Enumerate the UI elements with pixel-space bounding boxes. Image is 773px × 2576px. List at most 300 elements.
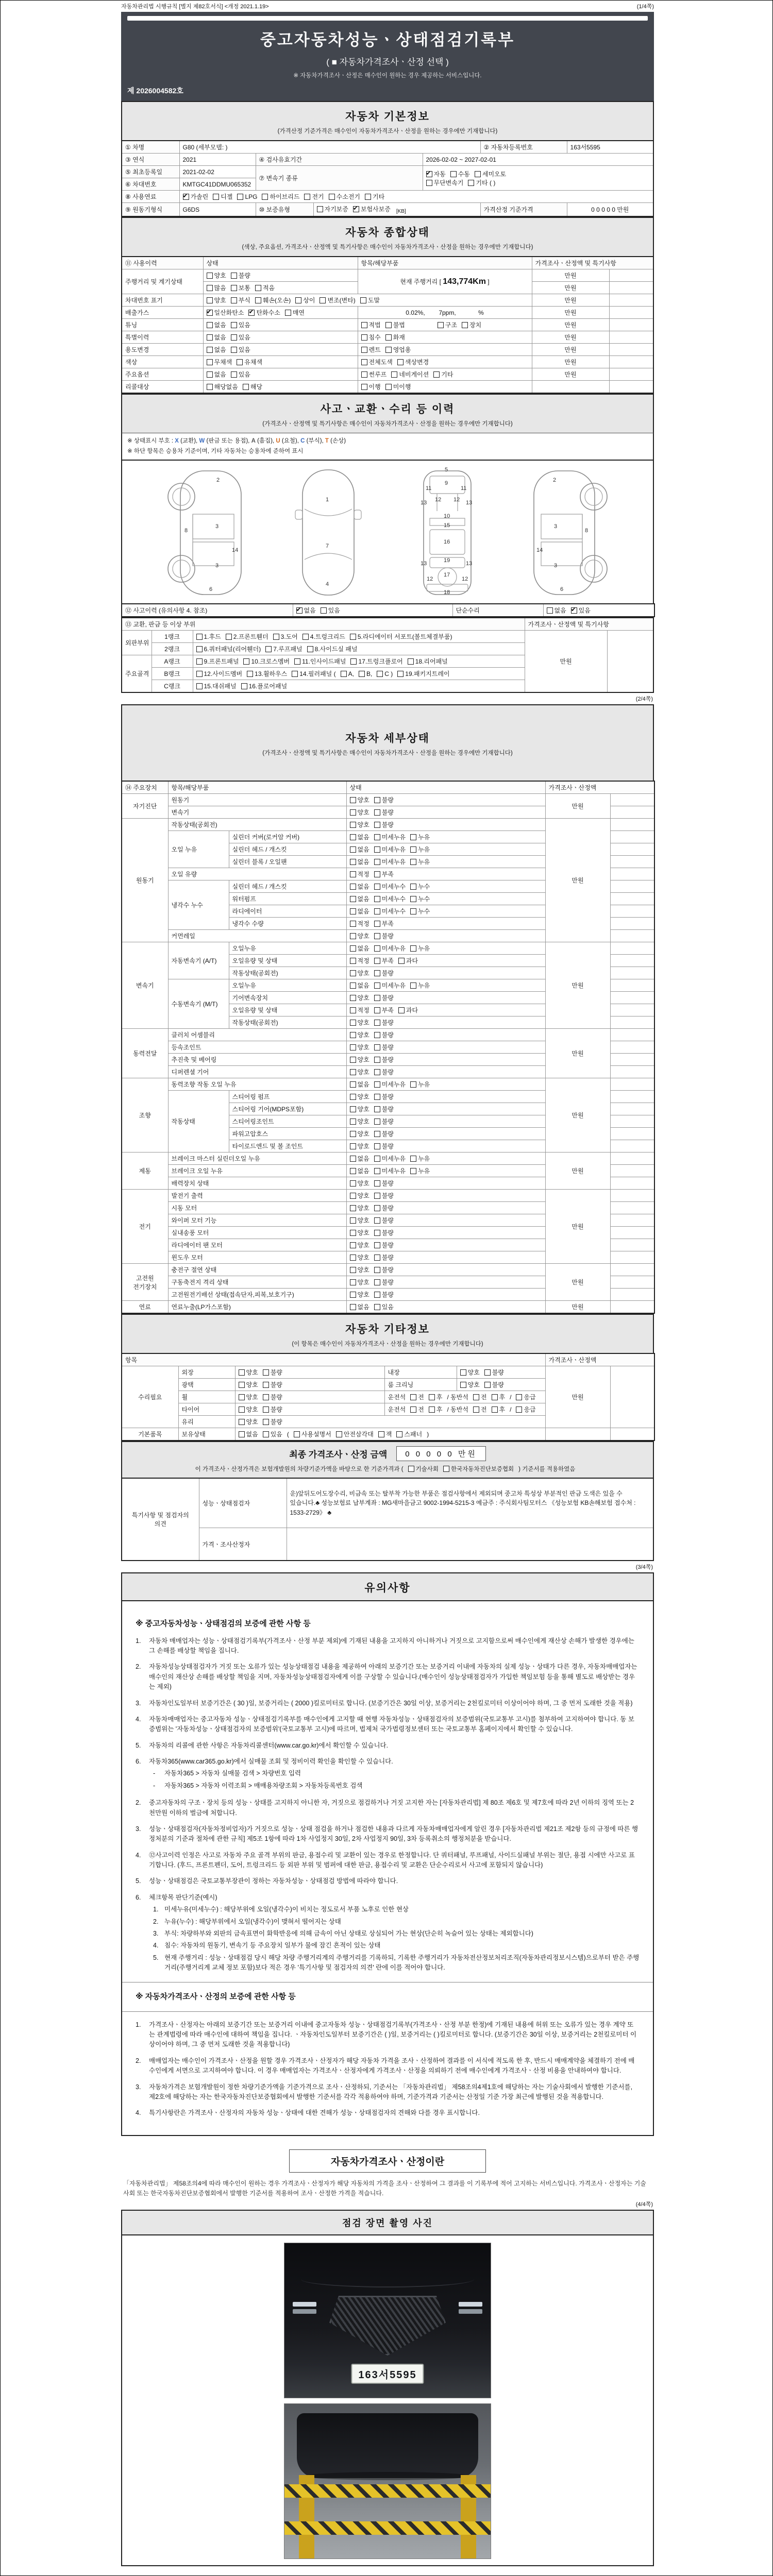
- checkbox-option: 부족: [374, 870, 394, 878]
- checkbox-option: 응급: [516, 1393, 535, 1401]
- checkbox-option: 불량: [374, 1253, 394, 1262]
- simple-repair-label: 단순수리: [452, 604, 543, 617]
- device-group-label: 조향: [122, 1078, 168, 1153]
- checkbox-option: 영업용: [385, 345, 411, 354]
- document-number: 제 2026004582호: [127, 87, 183, 95]
- page-marker-2: (2/4쪽): [635, 696, 653, 703]
- notice-item: 5. 성능ㆍ상태점검은 국토교통부장관이 정하는 자동차성능ㆍ상태점검 방법에 따라야 합니다.: [136, 1877, 398, 1885]
- item-label: 실린더 커버(로커암 커버): [229, 831, 346, 843]
- checkbox-icon: [398, 958, 405, 964]
- checkbox-option: 양호: [350, 1179, 369, 1188]
- document-header: [121, 12, 654, 101]
- checkbox-option: 미세누수: [374, 894, 406, 903]
- checkbox-icon: [492, 1394, 498, 1400]
- basic-info-title: 자동차 기본정보: [345, 111, 430, 123]
- checkbox-icon: [239, 1419, 245, 1425]
- checkbox-option: 불량: [374, 1105, 394, 1113]
- note-cell: [609, 282, 653, 294]
- checkbox-option: 누유: [410, 833, 430, 841]
- checkbox-icon: [207, 371, 213, 378]
- form-reference: 자동차관리법 시행규칙 [별지 제82호서식] <개정 2021.1.19>: [121, 4, 269, 10]
- checkbox-option: 없음: [350, 882, 369, 891]
- transmission-checks: [423, 166, 653, 191]
- price-cell: 만원: [532, 356, 609, 368]
- row-checks: [203, 331, 358, 344]
- row-parts: [358, 344, 532, 356]
- remarks-label: 특기사항 및 점검자의 의견: [122, 1478, 199, 1561]
- legend-code: T (손상): [325, 438, 346, 445]
- checkbox-option: 양호: [350, 1018, 369, 1027]
- note-cell: [610, 806, 654, 819]
- panel-number: 5: [445, 467, 448, 473]
- checkbox-option: 불법: [385, 320, 405, 329]
- checkbox-icon: [374, 1255, 380, 1261]
- note-cell: [610, 794, 654, 806]
- state-checks: [346, 1004, 545, 1016]
- checkbox-option: 양호: [350, 795, 369, 804]
- rank-label: 1랭크: [152, 631, 193, 643]
- engine-type-label: ⑨ 원동기형식: [122, 203, 179, 217]
- notice-item: 1. 가격조사ㆍ산정자는 아래의 보증기간 또는 보증거리 이내에 중고자동차 성능ㆍ상태점검기록부(가격조사ㆍ산정 부분 한정)에 기재된 내용에 허위 또는 오류가 있는 경우 계약 또는 관계법령에 따라 매수인에 대하여 책임을 집니다. ㆍ자동차인도일부터 보증기간은 ( )일, 보증거리는 ( )킬로미터로 합니다. (보증기간은 30일 이상, 보증거리는 2천킬로미터 이상이어야 하며, 그 중 먼저 도래한 것을 적용합니다): [136, 2021, 637, 2048]
- item-label: 파워고압호스: [229, 1128, 346, 1140]
- rank-label: C랭크: [152, 680, 193, 693]
- page-marker-1: (1/4쪽): [636, 4, 654, 10]
- year-value: 2021: [179, 154, 256, 166]
- checkbox-icon: [374, 822, 380, 828]
- etc-checks: [235, 1416, 545, 1428]
- checkbox-option: 누유: [410, 1166, 430, 1175]
- device-group-label: 연료: [122, 1301, 168, 1314]
- checkbox-icon: [350, 822, 356, 828]
- price-cell: 만원: [545, 1078, 610, 1153]
- rankB-items: [193, 668, 525, 680]
- checkbox-option: / 동반석: [447, 1406, 468, 1414]
- panel-number: 13: [421, 500, 427, 506]
- checkbox-option: 누유: [410, 857, 430, 866]
- checkbox-option: 상이: [295, 296, 315, 304]
- checkbox-option: 양호: [350, 993, 369, 1002]
- overall-row: [122, 307, 653, 319]
- row-checks: [203, 307, 358, 319]
- checkbox-option: 없음: [239, 1430, 258, 1438]
- checkbox-icon: [365, 194, 371, 200]
- simple-repair-checks: [543, 604, 654, 617]
- checkbox-icon: [239, 1382, 245, 1388]
- checkbox-icon: [196, 683, 203, 689]
- reg-no-value: 163서5595: [567, 141, 653, 154]
- checkbox-option: 13.휠하우스: [247, 669, 287, 678]
- overall-row: [122, 319, 653, 331]
- checkbox-icon: [350, 933, 356, 939]
- checkbox-icon: [239, 1394, 245, 1400]
- checkbox-icon: [207, 322, 213, 328]
- checkbox-option: 구조: [438, 320, 457, 329]
- state-checks: [346, 794, 545, 806]
- checkbox-icon: [374, 1032, 380, 1038]
- panel-number: 16: [444, 539, 450, 546]
- panel-number: 2: [553, 477, 557, 484]
- checkbox-icon: [207, 359, 213, 365]
- checkbox-icon: [473, 1406, 479, 1413]
- accident-history-table: [121, 603, 655, 617]
- panel-number: 8: [184, 528, 188, 534]
- checkbox-icon: [213, 194, 219, 200]
- checkbox-option: 후: [429, 1405, 443, 1414]
- checkbox-option: 없음: [350, 944, 369, 953]
- item-label: 스티어링 기어(MDPS포함): [229, 1103, 346, 1115]
- panel-price-cell: 만원: [525, 631, 607, 693]
- page-marker-3: (3/4쪽): [635, 1564, 653, 1571]
- sub-group-label: 라디에이터 팬 모터: [168, 1239, 346, 1251]
- checkbox-option: 양호: [207, 271, 226, 280]
- row-parts: [358, 331, 532, 344]
- sub-group-label: 브레이크 마스터 실린더오일 누유: [168, 1153, 346, 1165]
- state-checks: [346, 1041, 545, 1054]
- note-cell: [610, 1214, 654, 1227]
- panel-number: 11: [461, 485, 467, 492]
- accident-history-label: ⑫ 사고이력 (유의사항 4. 참조): [122, 604, 293, 617]
- checkbox-icon: [350, 1118, 356, 1125]
- checkbox-icon: [374, 1242, 380, 1248]
- notice-item: 5. 자동차의 리콜에 관한 사항은 자동차리콜센터(www.car.go.kr)에서 확인할 수 있습니다.: [136, 1741, 389, 1749]
- legend-code: A (흠집),: [251, 438, 276, 445]
- etc-group-basic-items: 기본품목: [122, 1428, 178, 1441]
- device-group-label: 전기: [122, 1190, 168, 1264]
- checkbox-icon: [350, 1007, 356, 1013]
- checkbox-icon: [385, 384, 392, 390]
- item-label: 변속기: [168, 806, 346, 819]
- checkbox-icon: [231, 273, 237, 279]
- state-checks: [346, 868, 545, 880]
- note-cell: [610, 1264, 654, 1276]
- checkbox-icon: [350, 1279, 356, 1285]
- checkbox-option: 양호: [350, 1228, 369, 1237]
- sub-group-label: 클러치 어셈블리: [168, 1029, 346, 1041]
- rank-label: 2랭크: [152, 643, 193, 655]
- checkbox-option: 11.인사이드패널: [294, 657, 346, 666]
- etc-label: 유리: [178, 1416, 235, 1428]
- checkbox-option: 불량: [374, 969, 394, 977]
- overall-col-part: 항목/해당부품: [358, 257, 532, 269]
- base-price-value: 0 0 0 0 0 만원: [567, 203, 653, 217]
- fuel-checks: [179, 191, 653, 203]
- checkbox-option: 불량: [484, 1368, 504, 1377]
- inspector-label: 성능ㆍ상태점검자: [199, 1478, 287, 1528]
- checkbox-icon: [231, 371, 237, 378]
- checkbox-option: 양호: [350, 1216, 369, 1225]
- price-cell: 만원: [545, 1029, 610, 1078]
- diagram-top-view: [278, 467, 378, 598]
- notice-item: 3. 자동차가격은 보험개발원이 정한 차량기준가액을 기준가격으로 조사ㆍ산정하되, 기준서는 「자동차관리법」 제58조의4제1호에 해당하는 자는 기술사회에서 발행한 기준서를, 제2호에 해당하는 자는 한국자동차진단보증협회에서 발행한 기준서를 각각 적용하여야 하며, 기준가격과 기준서는 산정일 기준 가장 최근에 발행된 것을 적용합니다.: [136, 2083, 633, 2100]
- checkbox-icon: [237, 359, 243, 365]
- checkbox-option: 양호: [239, 1393, 258, 1401]
- checkbox-option: 전: [473, 1405, 487, 1414]
- overall-row: [122, 368, 653, 381]
- state-checks: [346, 806, 545, 819]
- checkbox-icon: [374, 834, 380, 840]
- price-cell: 만원: [545, 819, 610, 942]
- panel-number: 10: [444, 513, 450, 520]
- state-checks: [346, 1264, 545, 1276]
- checkbox-icon: [273, 634, 279, 640]
- item-label: 스티어링 펌프: [229, 1091, 346, 1103]
- checkbox-option: (: [287, 1431, 289, 1438]
- state-checks: [346, 1103, 545, 1115]
- checkbox-option: 양호: [350, 1043, 369, 1052]
- detail-row: [122, 1153, 654, 1165]
- item-label: 라디에이터: [229, 905, 346, 918]
- checkbox-option: 7.루프패널: [265, 645, 302, 653]
- checkbox-icon: [350, 859, 356, 865]
- legend-code: U (요철),: [276, 438, 301, 445]
- price-cell: 만원: [532, 319, 609, 331]
- legend-code: W (판금 또는 용접),: [199, 438, 251, 445]
- price-cell: 만원: [532, 331, 609, 344]
- checkbox-option: 불량: [374, 1129, 394, 1138]
- state-checks: [346, 1177, 545, 1190]
- checkbox-option: 있음: [231, 370, 250, 379]
- checkbox-option: 불량: [484, 1380, 504, 1389]
- checkbox-option: ✔ 있음: [571, 606, 591, 615]
- checkbox-icon: [341, 671, 347, 677]
- checkbox-option: 있음: [374, 1302, 394, 1311]
- checkbox-icon: [350, 995, 356, 1001]
- checkbox-option: 불량: [374, 795, 394, 804]
- note-cell: [610, 1227, 654, 1239]
- checkbox-icon: [361, 322, 367, 328]
- checkbox-option: 5.라디에이터 서포트(볼트체결부품): [350, 632, 452, 641]
- state-checks: [346, 1276, 545, 1289]
- checkbox-icon: [374, 995, 380, 1001]
- checkbox-option: 렌트: [361, 345, 381, 354]
- checkbox-option: 운전석: [388, 1406, 406, 1414]
- etc-label: 내장: [384, 1366, 457, 1379]
- checkbox-icon: [410, 1406, 416, 1413]
- checkbox-option: 네비게이션: [391, 370, 429, 379]
- car-top-outline-icon: [278, 467, 378, 598]
- checkbox-option: 미세누유: [374, 1154, 406, 1163]
- sub-group-label: 동력조향 작동 오일 누유: [168, 1078, 346, 1091]
- sub-group-label: 디퍼렌셜 기어: [168, 1066, 346, 1078]
- price-definition-text: 「자동차관리법」 제58조의4에 따라 매수인이 원하는 경우 가격조사ㆍ산정자가 해당 자동차의 가격을 조사ㆍ산정하여 그 결과를 이 기록부에 적어 고지하는 서비스입니다. 가격조사ㆍ산정자는 기술사회 또는 한국자동차진단보증협회에서 발행한 기준서를 적용하여 조사ㆍ산정한 가격을 적습니다.: [123, 2179, 646, 2197]
- shadow-shape: [305, 2472, 470, 2480]
- checkbox-icon: [374, 884, 380, 890]
- accident-band: [121, 394, 654, 433]
- vin-value: KMTGC41DDMU065352: [179, 178, 256, 191]
- checkbox-option: 후: [492, 1393, 506, 1401]
- checkbox-option: 화재: [385, 333, 405, 342]
- headlight-shape: [293, 2302, 316, 2307]
- checkbox-icon: [350, 1069, 356, 1075]
- checkbox-icon: [321, 607, 327, 614]
- car-underbody-outline-icon: [397, 467, 497, 598]
- checkbox-icon: [350, 958, 356, 964]
- row-parts: [358, 368, 532, 381]
- state-checks: [346, 1202, 545, 1214]
- checkbox-option: 응급: [516, 1405, 535, 1414]
- note-cell: [610, 1091, 654, 1103]
- state-checks: [346, 1029, 545, 1041]
- notice-heading-1: ※ 중고자동차성능ㆍ상태점검의 보증에 관한 사항 등: [136, 1619, 311, 1629]
- panel-number: 6: [209, 586, 213, 593]
- service-note: ※ 자동차가격조사ㆍ산정은 매수인이 원하는 경우 제공하는 서비스입니다.: [293, 73, 482, 79]
- checkbox-option: 기타: [365, 192, 384, 201]
- note-cell: [610, 1301, 654, 1314]
- notice-sub-item: 4. 침수: 자동차의 원동기, 변속기 등 주요장치 일부가 물에 잠긴 흔적이 있는 상태: [153, 1942, 381, 1950]
- checkbox-option: 불량: [263, 1393, 282, 1401]
- checkbox-option: 없음: [207, 333, 226, 342]
- overall-row: [122, 331, 653, 344]
- item-label: 작동상태(공회전): [229, 1016, 346, 1029]
- checkbox-option: 18.리어패널: [408, 657, 448, 666]
- checkbox-icon: [374, 1094, 380, 1100]
- checkbox-option: 이행: [361, 382, 381, 391]
- checkbox-option: A,: [341, 670, 354, 677]
- checkbox-icon: [263, 1394, 269, 1400]
- checkbox-icon: [350, 921, 356, 927]
- emission-values: 0.02%, 7ppm, %: [358, 307, 532, 319]
- checkbox-icon: [350, 634, 356, 640]
- note-cell: [609, 331, 653, 344]
- row-checks: [203, 344, 358, 356]
- checkbox-icon: [196, 634, 203, 640]
- checkbox-option: 적정: [350, 919, 369, 928]
- checkbox-option: 양호: [460, 1380, 480, 1389]
- notice-box: [121, 1600, 654, 2136]
- checkbox-icon: [359, 671, 365, 677]
- detail-col-price: 가격조사ㆍ산정액: [545, 781, 654, 794]
- document-title: 중고자동차성능ㆍ상태점검기록부: [260, 31, 515, 49]
- checkbox-icon: [374, 1156, 380, 1162]
- checkbox-icon: [207, 297, 213, 303]
- checkbox-icon: [396, 1431, 402, 1437]
- checkbox-icon: [255, 297, 261, 303]
- row-parts: [358, 356, 532, 368]
- checkbox-icon: [492, 1406, 498, 1413]
- checkbox-icon: [350, 945, 356, 952]
- checkbox-icon: [241, 683, 247, 689]
- checkbox-icon: [329, 194, 335, 200]
- sub-group-label: 추진축 및 베어링: [168, 1054, 346, 1066]
- note-cell: [610, 918, 654, 930]
- checkbox-option: 양호: [239, 1380, 258, 1389]
- checkbox-option: 변조(변타): [320, 296, 355, 304]
- row-parts: [358, 319, 532, 331]
- appraiser-label: 가격ㆍ조사산정자: [199, 1528, 287, 1561]
- device-group-label: 원동기: [122, 819, 168, 942]
- checkbox-icon: [374, 933, 380, 939]
- checkbox-icon: [295, 297, 301, 303]
- checkbox-option: ✔자동: [426, 170, 446, 178]
- checkbox-icon: [350, 1032, 356, 1038]
- checkbox-option: 불량: [374, 931, 394, 940]
- checkbox-option: 양호: [350, 808, 369, 817]
- checkbox-option: 12.사이드멤버: [196, 669, 243, 678]
- state-checks: [346, 1301, 545, 1314]
- checkbox-icon: [374, 1044, 380, 1050]
- panel-number: 3: [215, 563, 219, 569]
- etc-table: [121, 1353, 655, 1441]
- checkbox-option: 스패너: [396, 1430, 422, 1438]
- basic-info-band: [121, 101, 654, 140]
- price-cell: 만원: [532, 307, 609, 319]
- current-mileage: 현재 주행거리 [ 143,774Km ]: [358, 269, 532, 294]
- sub-group-label: 발전기 출력: [168, 1190, 346, 1202]
- item-label: 오일누유: [229, 942, 346, 955]
- device-group-label: 변속기: [122, 942, 168, 1029]
- checkbox-option: 불량: [374, 1043, 394, 1052]
- checkbox-icon: [350, 1106, 356, 1112]
- rankA-items: [193, 655, 525, 668]
- photo-front-of-car: [284, 2243, 491, 2398]
- checkbox-icon: [207, 285, 213, 291]
- checkbox-option: 안전삼각대: [336, 1430, 374, 1438]
- note-cell: [610, 893, 654, 905]
- checkbox-icon: [350, 1094, 356, 1100]
- checkbox-icon: [516, 1406, 522, 1413]
- state-checks: [346, 905, 545, 918]
- state-checks: [346, 1251, 545, 1264]
- note-cell: [610, 1239, 654, 1251]
- checkbox-option: 훼손(오손): [255, 296, 291, 304]
- checkbox-icon: [350, 1217, 356, 1224]
- checkbox-icon: [361, 347, 367, 353]
- checkbox-icon: [231, 297, 237, 303]
- checkbox-option: 불량: [263, 1417, 282, 1426]
- warranty-label: ⑩ 보증유형: [256, 203, 313, 217]
- note-cell: [610, 967, 654, 979]
- state-checks: [346, 1165, 545, 1177]
- page-marker-4: (4/4쪽): [635, 2201, 653, 2208]
- checkbox-option: ): [427, 1431, 429, 1438]
- checkbox-option: 적정: [350, 956, 369, 965]
- device-group-label: 자기진단: [122, 794, 168, 819]
- checkbox-option: 미세누수: [374, 907, 406, 916]
- notice-item: 3. 성능ㆍ상태점검자(자동차정비업자)가 거짓으로 성능ㆍ상태 점검을 하거나 점검한 내용과 다르게 자동차매매업자에게 알린 경우 [자동차관리법 제21조 제2항 등의 규정에 따른 행정처분의 기준과 절차에 관한 규칙] 제5조 1항에 따라 1차 사업정지 30일, 2차 사업정지 90일, 3차 등록취소의 행정처분을 받습니다.: [136, 1825, 638, 1843]
- checkbox-option: 불량: [374, 1228, 394, 1237]
- item-label: 워터펌프: [229, 893, 346, 905]
- sub-group-label: 수동변속기 (M/T): [168, 979, 229, 1029]
- checkbox-option: 있음: [231, 333, 250, 342]
- sub-group-label: 충전구 절연 상태: [168, 1264, 346, 1276]
- note-cell: [610, 1128, 654, 1140]
- note-cell: [610, 955, 654, 967]
- state-checks: [346, 1239, 545, 1251]
- detail-row: [122, 794, 654, 806]
- overall-row: [122, 294, 653, 307]
- etc-checks: [235, 1403, 384, 1416]
- checkbox-icon: [410, 1081, 416, 1088]
- checkbox-option: 6.쿼터패널(리어휀더): [196, 645, 261, 653]
- mileage-label: 주행거리 및 계기상태: [122, 269, 203, 294]
- checkbox-option: 양호: [350, 1092, 369, 1101]
- checkbox-option: 있음: [231, 345, 250, 354]
- checkbox-icon: [263, 1419, 269, 1425]
- checkbox-option: 미세누유: [374, 1080, 406, 1089]
- basic-info-table: [121, 140, 654, 217]
- checkbox-icon: [320, 297, 326, 303]
- checkbox-option: ) 기준서를 적용하였음: [518, 1466, 576, 1473]
- panel-group-outer: 외판부위: [122, 631, 152, 655]
- sub-group-label: 오일 누유: [168, 831, 229, 868]
- checkbox-icon: [303, 634, 309, 640]
- notice-item: 2. 중고자동차의 구조ㆍ장치 등의 성능ㆍ상태를 고지하지 아니한 자, 거짓으로 점검하거나 거짓 고지한 자는 [자동차관리법] 제 80조 제6호 및 제7호에 따라 2년 이하의 징역 또는 2천만원 이하의 벌금에 처합니다.: [136, 1799, 634, 1817]
- checkbox-option: 썬루프: [361, 370, 387, 379]
- rank-label: A랭크: [152, 655, 193, 668]
- panel-number: 12: [453, 497, 460, 503]
- car-hood-shape: [301, 2271, 474, 2287]
- tire-position-checks: [384, 1403, 545, 1416]
